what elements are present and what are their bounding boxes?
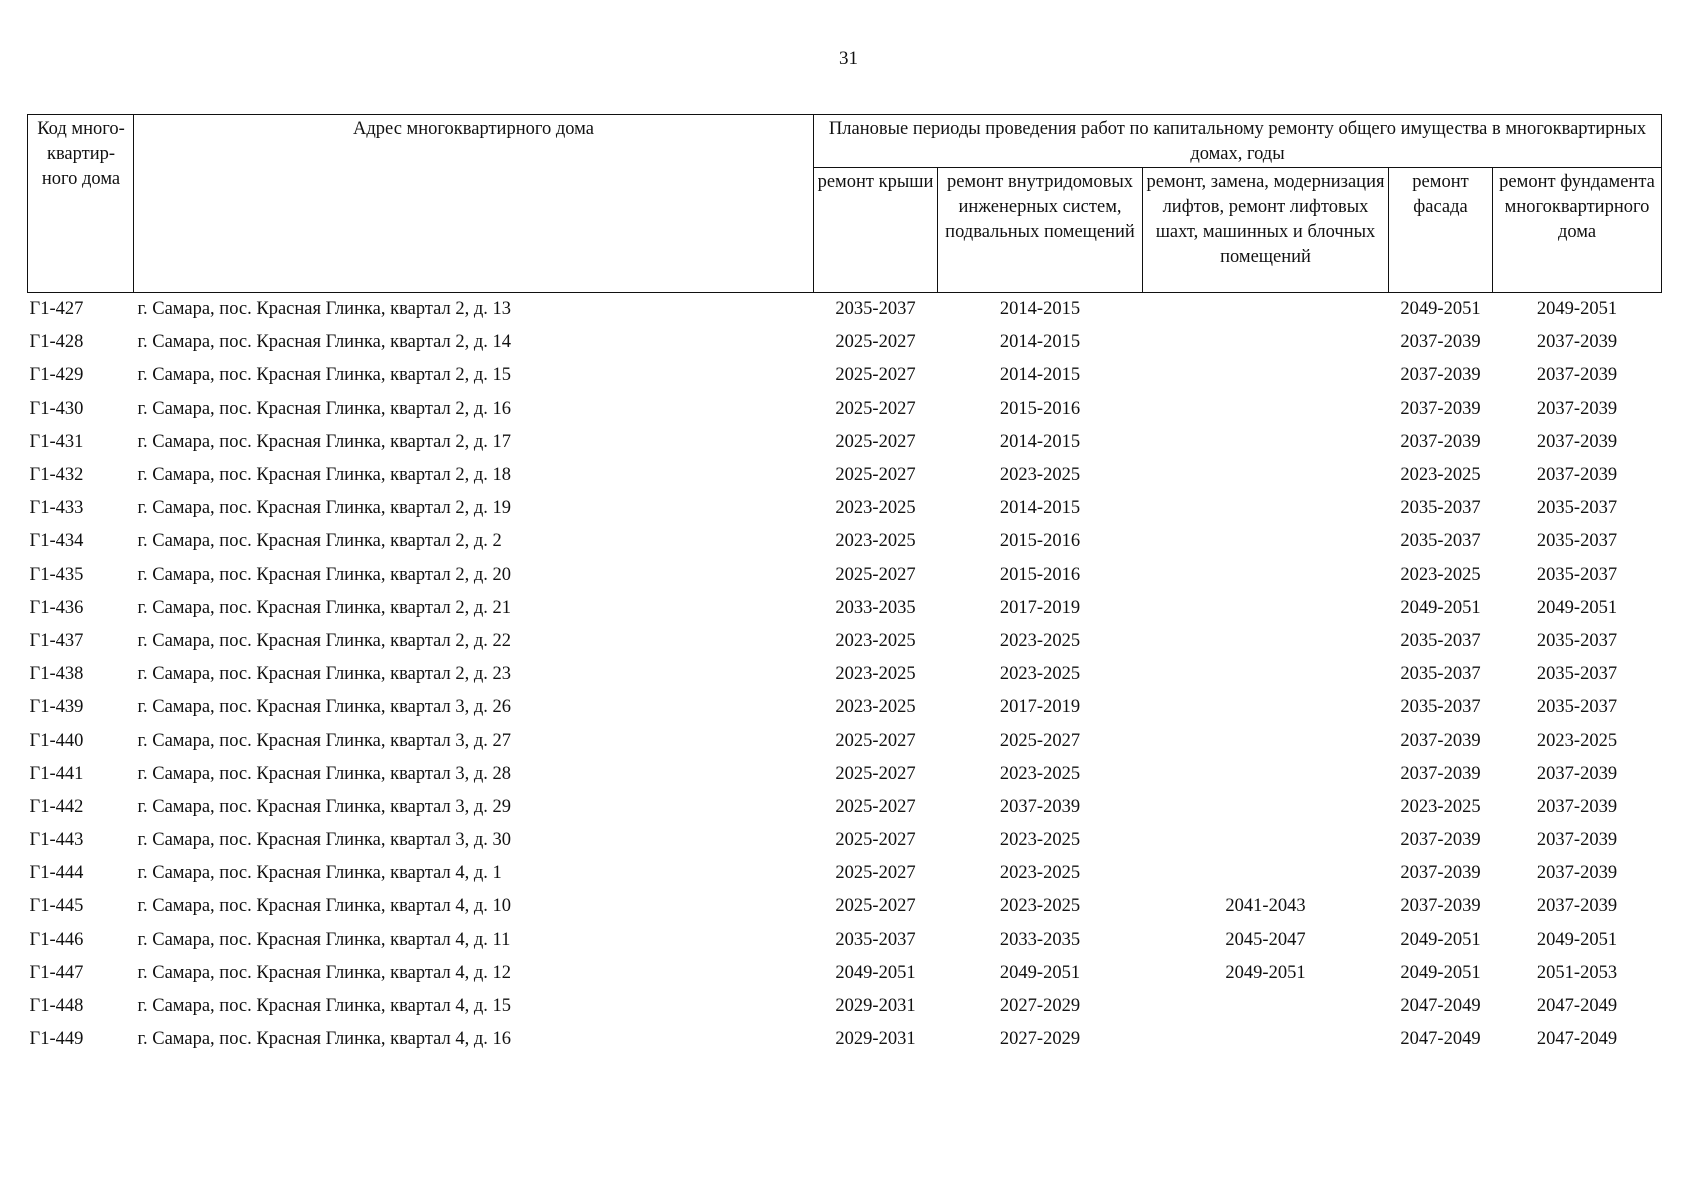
cell-roof: 2025-2027	[835, 830, 916, 851]
cell-elevators	[1143, 758, 1389, 791]
table-row	[28, 1023, 1662, 1056]
cell-address: г. Самара, пос. Красная Глинка, квартал 2, д. 14	[137, 332, 512, 353]
cell-facade: 2037-2039	[1400, 365, 1481, 386]
cell-address: г. Самара, пос. Красная Глинка, квартал 2, д. 15	[137, 365, 512, 386]
header-address: Адрес многоквартирного дома	[134, 115, 814, 293]
cell-code: Г1-432	[29, 465, 84, 486]
cell-foundation: 2047-2049	[1536, 1029, 1618, 1050]
header-elevators: ремонт, замена, модернизация лифтов, ремонт лифтовых шахт, машинных и блочных помещений	[1143, 168, 1389, 293]
cell-address: г. Самара, пос. Красная Глинка, квартал 4, д. 10	[137, 896, 512, 917]
cell-engineering: 2037-2039	[999, 796, 1081, 817]
cell-address: г. Самара, пос. Красная Глинка, квартал 2, д. 22	[137, 630, 512, 651]
cell-foundation: 2049-2051	[1536, 929, 1618, 950]
cell-roof: 2049-2051	[835, 962, 916, 983]
cell-facade: 2035-2037	[1400, 531, 1481, 552]
cell-engineering: 2023-2025	[999, 664, 1081, 685]
cell-elevators	[1143, 525, 1389, 558]
cell-elevators	[1143, 990, 1389, 1023]
cell-roof: 2029-2031	[835, 996, 916, 1017]
cell-roof: 2025-2027	[835, 730, 916, 751]
cell-engineering: 2017-2019	[999, 697, 1081, 718]
cell-code: Г1-446	[29, 929, 84, 950]
header-roof: ремонт крыши	[814, 168, 938, 293]
cell-facade: 2049-2051	[1400, 962, 1481, 983]
cell-facade: 2023-2025	[1400, 465, 1481, 486]
header-periods-group: Плановые периоды проведения работ по капитальному ремонту общего имущества в многоквартирных домах, годы	[814, 115, 1662, 168]
table-row	[28, 592, 1662, 625]
cell-facade: 2049-2051	[1400, 929, 1481, 950]
cell-elevators	[1143, 393, 1389, 426]
cell-elevators	[1143, 592, 1389, 625]
cell-code: Г1-449	[29, 1029, 84, 1050]
cell-roof: 2023-2025	[835, 664, 916, 685]
cell-foundation: 2035-2037	[1536, 630, 1618, 651]
table-row	[28, 924, 1662, 957]
cell-address: г. Самара, пос. Красная Глинка, квартал 4, д. 16	[137, 1029, 512, 1050]
cell-address: г. Самара, пос. Красная Глинка, квартал 3, д. 27	[137, 730, 512, 751]
cell-code: Г1-437	[29, 630, 84, 651]
cell-elevators	[1143, 293, 1389, 327]
cell-facade: 2047-2049	[1400, 1029, 1481, 1050]
cell-code: Г1-435	[29, 564, 84, 585]
cell-foundation: 2037-2039	[1536, 398, 1618, 419]
page-number: 31	[839, 48, 858, 69]
cell-engineering: 2014-2015	[999, 332, 1081, 353]
header-foundation: ремонт фундамента многоквартирного дома	[1493, 168, 1662, 293]
cell-roof: 2025-2027	[835, 431, 916, 452]
cell-code: Г1-434	[29, 531, 84, 552]
cell-foundation: 2037-2039	[1536, 830, 1618, 851]
cell-address: г. Самара, пос. Красная Глинка, квартал 2, д. 19	[137, 498, 512, 519]
cell-engineering: 2014-2015	[999, 431, 1081, 452]
cell-engineering: 2023-2025	[999, 863, 1081, 884]
cell-engineering: 2015-2016	[999, 398, 1081, 419]
cell-elevators	[1143, 326, 1389, 359]
cell-address: г. Самара, пос. Красная Глинка, квартал 4, д. 1	[137, 863, 502, 884]
table-row	[28, 758, 1662, 791]
cell-roof: 2025-2027	[835, 398, 916, 419]
cell-roof: 2025-2027	[835, 763, 916, 784]
cell-roof: 2033-2035	[835, 597, 916, 618]
cell-facade: 2035-2037	[1400, 664, 1481, 685]
table-row	[28, 857, 1662, 890]
cell-facade: 2037-2039	[1400, 398, 1481, 419]
cell-roof: 2035-2037	[835, 299, 916, 320]
cell-code: Г1-442	[29, 796, 84, 817]
cell-code: Г1-430	[29, 398, 84, 419]
cell-engineering: 2015-2016	[999, 564, 1081, 585]
cell-address: г. Самара, пос. Красная Глинка, квартал 2, д. 21	[137, 597, 512, 618]
cell-code: Г1-427	[29, 299, 84, 320]
cell-foundation: 2035-2037	[1536, 564, 1618, 585]
cell-address: г. Самара, пос. Красная Глинка, квартал 2, д. 13	[137, 299, 512, 320]
table-row	[28, 492, 1662, 525]
cell-address: г. Самара, пос. Красная Глинка, квартал 2, д. 23	[137, 664, 512, 685]
table-row	[28, 625, 1662, 658]
cell-foundation: 2037-2039	[1536, 332, 1618, 353]
header-code: Код много-квартир-ного дома	[28, 115, 134, 293]
table-row	[28, 326, 1662, 359]
cell-engineering: 2023-2025	[999, 630, 1081, 651]
cell-roof: 2025-2027	[835, 365, 916, 386]
cell-engineering: 2015-2016	[999, 531, 1081, 552]
cell-facade: 2035-2037	[1400, 697, 1481, 718]
cell-facade: 2037-2039	[1400, 863, 1481, 884]
cell-foundation: 2051-2053	[1536, 962, 1618, 983]
cell-elevators: 2041-2043	[1225, 896, 1306, 917]
cell-engineering: 2049-2051	[999, 962, 1081, 983]
cell-foundation: 2049-2051	[1536, 597, 1618, 618]
cell-elevators	[1143, 426, 1389, 459]
cell-elevators	[1143, 459, 1389, 492]
cell-foundation: 2037-2039	[1536, 431, 1618, 452]
table-row	[28, 890, 1662, 923]
cell-address: г. Самара, пос. Красная Глинка, квартал 3, д. 28	[137, 763, 512, 784]
cell-engineering: 2023-2025	[999, 763, 1081, 784]
capital-repair-plan-table	[27, 114, 1662, 1056]
cell-elevators	[1143, 559, 1389, 592]
cell-foundation: 2037-2039	[1536, 365, 1618, 386]
cell-address: г. Самара, пос. Красная Глинка, квартал 3, д. 30	[137, 830, 512, 851]
cell-elevators	[1143, 857, 1389, 890]
cell-facade: 2037-2039	[1400, 730, 1481, 751]
cell-address: г. Самара, пос. Красная Глинка, квартал 2, д. 17	[137, 431, 512, 452]
table-row	[28, 393, 1662, 426]
cell-elevators	[1143, 492, 1389, 525]
cell-foundation: 2037-2039	[1536, 763, 1618, 784]
cell-roof: 2025-2027	[835, 564, 916, 585]
cell-roof: 2023-2025	[835, 498, 916, 519]
cell-foundation: 2035-2037	[1536, 697, 1618, 718]
table-row	[28, 658, 1662, 691]
cell-foundation: 2037-2039	[1536, 896, 1618, 917]
cell-elevators: 2045-2047	[1225, 929, 1306, 950]
cell-elevators	[1143, 724, 1389, 757]
cell-foundation: 2023-2025	[1536, 730, 1618, 751]
cell-code: Г1-447	[29, 962, 84, 983]
cell-elevators	[1143, 625, 1389, 658]
cell-facade: 2037-2039	[1400, 763, 1481, 784]
cell-code: Г1-436	[29, 597, 84, 618]
cell-roof: 2025-2027	[835, 332, 916, 353]
cell-engineering: 2017-2019	[999, 597, 1081, 618]
cell-foundation: 2049-2051	[1536, 299, 1618, 320]
cell-code: Г1-445	[29, 896, 84, 917]
cell-address: г. Самара, пос. Красная Глинка, квартал 4, д. 11	[137, 929, 511, 950]
cell-elevators	[1143, 658, 1389, 691]
cell-engineering: 2033-2035	[999, 929, 1081, 950]
header-facade: ремонт фасада	[1389, 168, 1493, 293]
cell-facade: 2035-2037	[1400, 630, 1481, 651]
cell-facade: 2047-2049	[1400, 996, 1481, 1017]
cell-engineering: 2014-2015	[999, 299, 1081, 320]
cell-elevators: 2049-2051	[1225, 962, 1306, 983]
cell-engineering: 2014-2015	[999, 498, 1081, 519]
cell-elevators	[1143, 824, 1389, 857]
cell-engineering: 2027-2029	[999, 1029, 1081, 1050]
cell-facade: 2049-2051	[1400, 597, 1481, 618]
table-row	[28, 459, 1662, 492]
cell-code: Г1-429	[29, 365, 84, 386]
cell-roof: 2023-2025	[835, 531, 916, 552]
cell-engineering: 2025-2027	[999, 730, 1081, 751]
table-row	[28, 525, 1662, 558]
table-row	[28, 293, 1662, 327]
header-engineering: ремонт внутридомовых инженерных систем, подвальных помещений	[938, 168, 1143, 293]
cell-foundation: 2037-2039	[1536, 796, 1618, 817]
cell-code: Г1-439	[29, 697, 84, 718]
cell-address: г. Самара, пос. Красная Глинка, квартал 4, д. 12	[137, 962, 512, 983]
cell-roof: 2025-2027	[835, 465, 916, 486]
cell-elevators	[1143, 691, 1389, 724]
cell-code: Г1-443	[29, 830, 84, 851]
cell-roof: 2035-2037	[835, 929, 916, 950]
cell-address: г. Самара, пос. Красная Глинка, квартал 2, д. 2	[137, 531, 502, 552]
cell-facade: 2023-2025	[1400, 796, 1481, 817]
cell-facade: 2037-2039	[1400, 431, 1481, 452]
cell-foundation: 2037-2039	[1536, 863, 1618, 884]
cell-facade: 2023-2025	[1400, 564, 1481, 585]
table-row	[28, 957, 1662, 990]
cell-foundation: 2035-2037	[1536, 498, 1618, 519]
table-row	[28, 791, 1662, 824]
cell-foundation: 2035-2037	[1536, 531, 1618, 552]
cell-code: Г1-431	[29, 431, 84, 452]
cell-code: Г1-444	[29, 863, 84, 884]
cell-code: Г1-438	[29, 664, 84, 685]
cell-engineering: 2027-2029	[999, 996, 1081, 1017]
cell-roof: 2025-2027	[835, 863, 916, 884]
cell-code: Г1-441	[29, 763, 84, 784]
cell-elevators	[1143, 791, 1389, 824]
cell-engineering: 2023-2025	[999, 896, 1081, 917]
cell-engineering: 2023-2025	[999, 465, 1081, 486]
cell-roof: 2025-2027	[835, 796, 916, 817]
cell-elevators	[1143, 359, 1389, 392]
table-row	[28, 990, 1662, 1023]
cell-facade: 2037-2039	[1400, 896, 1481, 917]
table-row	[28, 426, 1662, 459]
cell-roof: 2023-2025	[835, 697, 916, 718]
cell-foundation: 2035-2037	[1536, 664, 1618, 685]
cell-roof: 2023-2025	[835, 630, 916, 651]
cell-code: Г1-448	[29, 996, 84, 1017]
cell-roof: 2025-2027	[835, 896, 916, 917]
table-row	[28, 559, 1662, 592]
cell-facade: 2035-2037	[1400, 498, 1481, 519]
cell-elevators	[1143, 1023, 1389, 1056]
cell-address: г. Самара, пос. Красная Глинка, квартал 2, д. 18	[137, 465, 512, 486]
table-row	[28, 724, 1662, 757]
cell-address: г. Самара, пос. Красная Глинка, квартал 4, д. 15	[137, 996, 512, 1017]
table-row	[28, 691, 1662, 724]
cell-facade: 2049-2051	[1400, 299, 1481, 320]
cell-engineering: 2023-2025	[999, 830, 1081, 851]
cell-engineering: 2014-2015	[999, 365, 1081, 386]
table-row	[28, 359, 1662, 392]
cell-facade: 2037-2039	[1400, 332, 1481, 353]
cell-address: г. Самара, пос. Красная Глинка, квартал 3, д. 29	[137, 796, 512, 817]
cell-foundation: 2047-2049	[1536, 996, 1618, 1017]
cell-facade: 2037-2039	[1400, 830, 1481, 851]
cell-code: Г1-428	[29, 332, 84, 353]
table-row	[28, 824, 1662, 857]
cell-address: г. Самара, пос. Красная Глинка, квартал 2, д. 20	[137, 564, 512, 585]
cell-address: г. Самара, пос. Красная Глинка, квартал 3, д. 26	[137, 697, 512, 718]
cell-foundation: 2037-2039	[1536, 465, 1618, 486]
cell-code: Г1-440	[29, 730, 84, 751]
cell-code: Г1-433	[29, 498, 84, 519]
cell-address: г. Самара, пос. Красная Глинка, квартал 2, д. 16	[137, 398, 512, 419]
cell-roof: 2029-2031	[835, 1029, 916, 1050]
